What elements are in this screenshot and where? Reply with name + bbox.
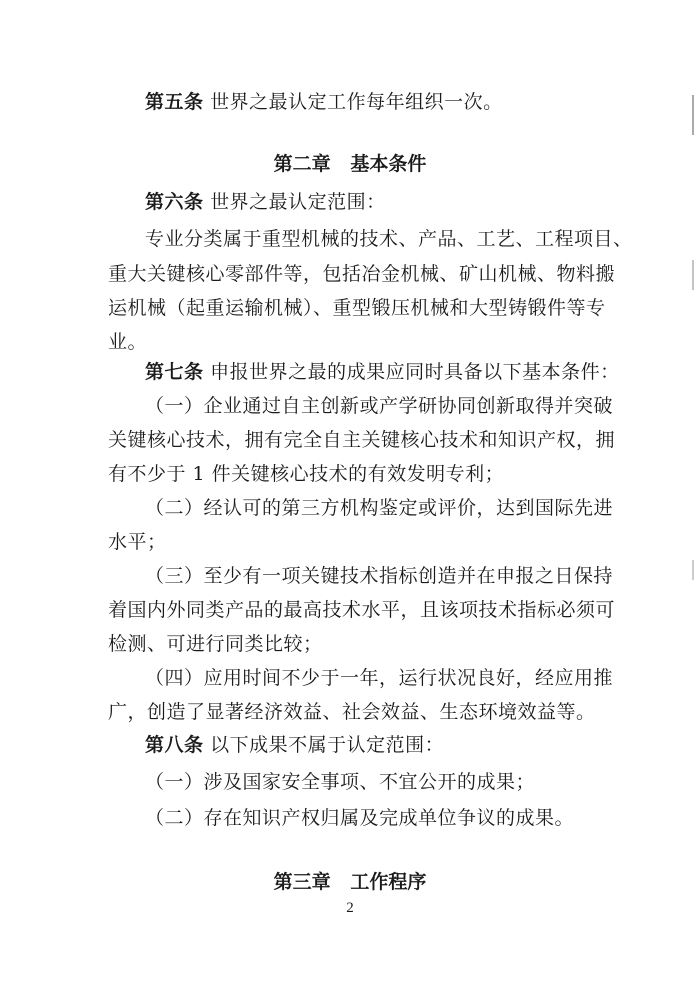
- article-7-item-1-line-1: （一）企业通过自主创新或产学研协同创新取得并突破: [145, 395, 614, 417]
- article-5-text: 世界之最认定工作每年组织一次。: [210, 91, 503, 113]
- article-6: [145, 190, 386, 214]
- scan-edge-mark: [692, 260, 694, 290]
- article-7-item-1-line-2: 关键核心技术，拥有完全自主关键核心技术和知识产权，拥: [108, 429, 616, 451]
- article-6-label: 第六条: [145, 191, 204, 213]
- article-8-item-1: （一）涉及国家安全事项、不宜公开的成果；: [145, 771, 536, 793]
- article-7-item-2-line-2: 水平；: [108, 531, 167, 553]
- article-5: [145, 90, 503, 114]
- article-5-label: 第五条: [145, 91, 204, 113]
- article-7-item-3-line-3: 检测、可进行同类比较；: [108, 633, 323, 655]
- article-7-text: 申报世界之最的成果应同时具备以下基本条件：: [210, 361, 620, 383]
- article-7-item-3-line-2: 着国内外同类产品的最高技术水平，且该项技术指标必须可: [108, 599, 616, 621]
- article-8-item-2: （二）存在知识产权归属及完成单位争议的成果。: [145, 807, 575, 829]
- chapter-3-heading: 第三章 工作程序: [273, 871, 427, 893]
- article-7-item-3-line-1: （三）至少有一项关键技术指标创造并在申报之日保持: [145, 565, 614, 587]
- article-6-text: 世界之最认定范围：: [210, 191, 386, 213]
- article-8-label: 第八条: [145, 734, 204, 756]
- article-6-para-line-3: 运机械（起重运输机械）、重型锻压机械和大型铸锻件等专: [108, 297, 606, 319]
- article-7: [145, 360, 620, 384]
- scan-edge-mark: [692, 560, 694, 580]
- chapter-2-heading: 第二章 基本条件: [273, 153, 427, 175]
- scan-edge-mark: [692, 95, 694, 135]
- article-7-item-1-line-3: 有不少于 1 件关键核心技术的有效发明专利；: [108, 463, 505, 485]
- article-6-para-line-1: 专业分类属于重型机械的技术、产品、工艺、工程项目、: [145, 228, 633, 250]
- article-7-item-4-line-1: （四）应用时间不少于一年，运行状况良好，经应用推: [145, 667, 614, 689]
- article-8: [145, 733, 444, 757]
- article-6-para-line-4: 业。: [108, 331, 148, 353]
- article-7-label: 第七条: [145, 361, 204, 383]
- article-8-text: 以下成果不属于认定范围：: [210, 734, 445, 756]
- page-number: 2: [346, 900, 354, 916]
- article-7-item-2-line-1: （二）经认可的第三方机构鉴定或评价，达到国际先进: [145, 497, 614, 519]
- article-7-item-4-line-2: 广，创造了显著经济效益、社会效益、生态环境效益等。: [108, 701, 596, 723]
- article-6-para-line-2: 重大关键核心零部件等，包括冶金机械、矿山机械、物料搬: [108, 263, 616, 285]
